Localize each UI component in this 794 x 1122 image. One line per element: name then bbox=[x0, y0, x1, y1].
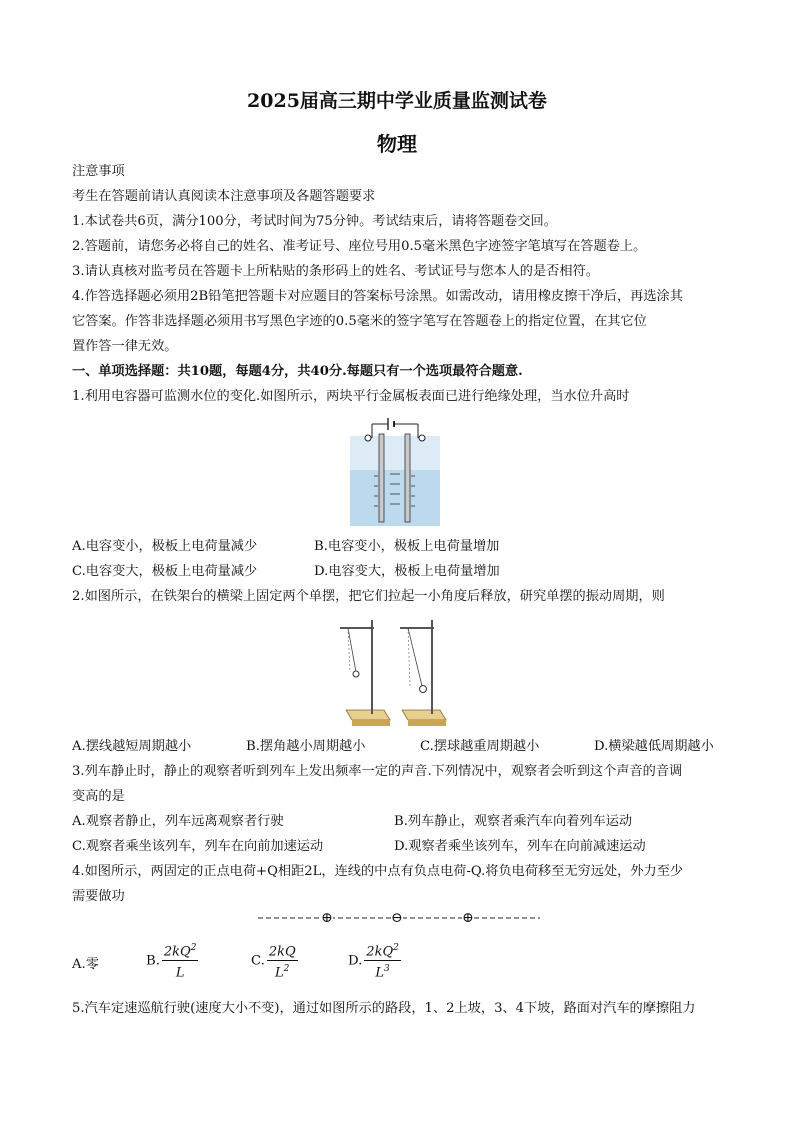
q3-option-c: C.观察者乘坐该列车，列车在向前加速运动 bbox=[72, 839, 324, 854]
q2-stem: 2.如图所示，在铁架台的横梁上固定两个单摆，把它们拉起一小角度后释放，研究单摆的振动周期，则 bbox=[72, 589, 665, 604]
q4-stem-line2: 需要做功 bbox=[72, 889, 125, 904]
capacitor-water-figure bbox=[348, 414, 442, 526]
q3-stem-line2: 变高的是 bbox=[72, 789, 125, 804]
negative-charge-middle: ⊖ bbox=[391, 910, 403, 926]
charge-line-figure bbox=[258, 908, 540, 928]
q4-option-c-den: L bbox=[275, 965, 284, 981]
q4-option-d-fraction bbox=[364, 940, 401, 982]
notice-item-4-end: 置作答一律无效。 bbox=[72, 339, 178, 354]
pendulum-stand-right bbox=[400, 620, 446, 726]
q1-option-b: B.电容变小，极板上电荷量增加 bbox=[314, 539, 500, 554]
section-heading: 一、单项选择题：共10题，每题4分，共40分.每题只有一个选项最符合题意. bbox=[72, 364, 523, 379]
q5-stem: 5.汽车定速巡航行驶(速度大小不变)，通过如图所示的路段，1、2上坡，3、4下坡，路面对汽车的摩擦阻力 bbox=[72, 1001, 696, 1016]
notice-item-4-cont: 它答案。作答非选择题必须用书写黑色字迹的0.5毫米的签字笔写在答题卷上的指定位置，在其它位 bbox=[72, 314, 647, 329]
q4-option-b-den: L bbox=[175, 965, 185, 981]
q1-option-a: A.电容变小，极板上电荷量减少 bbox=[72, 539, 258, 554]
q1-option-c: C.电容变大，极板上电荷量减少 bbox=[72, 564, 258, 579]
q2-option-c: C.摆球越重周期越小 bbox=[420, 739, 540, 754]
q4-option-b-num: 2kQ bbox=[163, 944, 191, 960]
positive-charge-left: ⊕ bbox=[321, 910, 333, 926]
q4-option-b-num-exp: 2 bbox=[190, 943, 197, 953]
notice-item-4: 4.作答选择题必须用2B铅笔把答题卡对应题目的答案标号涂黑。如需改动，请用橡皮擦干净后，再选涂其 bbox=[72, 289, 683, 304]
pendulum-stands-figure bbox=[336, 614, 458, 734]
q4-option-c-num: 2kQ bbox=[268, 944, 296, 960]
q4-option-d bbox=[348, 940, 401, 982]
q4-option-b-label: B. bbox=[146, 953, 160, 969]
q4-option-c-label: C. bbox=[251, 953, 265, 969]
q4-option-d-den-exp: 3 bbox=[384, 964, 390, 975]
q4-option-b-fraction bbox=[162, 940, 199, 982]
notice-item-3: 3.请认真核对监考员在答题卡上所粘贴的条形码上的姓名、考试证号与您本人的是否相符。 bbox=[72, 264, 599, 279]
q4-stem-line1: 4.如图所示，两固定的正点电荷+Q相距2L，连线的中点有负点电荷-Q.将负电荷移至无穷远处，外力至少 bbox=[72, 864, 684, 879]
notice-item-1: 1.本试卷共6页，满分100分，考试时间为75分钟。考试结束后，请将答题卷交回。 bbox=[72, 214, 557, 229]
q4-option-d-num: 2kQ bbox=[366, 944, 394, 960]
q2-option-a: A.摆线越短周期越小 bbox=[72, 739, 192, 754]
q4-option-d-den: L bbox=[375, 965, 385, 981]
q4-option-d-num-exp: 2 bbox=[393, 943, 399, 953]
q4-option-b bbox=[146, 940, 198, 982]
q2-option-d: D.横梁越低周期越小 bbox=[594, 739, 714, 754]
q1-option-d: D.电容变大，极板上电荷量增加 bbox=[314, 564, 500, 579]
notice-item-2: 2.答题前，请您务必将自己的姓名、准考证号、座位号用0.5毫米黑色字迹签字笔填写在答题卷上。 bbox=[72, 239, 647, 254]
notice-intro: 考生在答题前请认真阅读本注意事项及各题答题要求 bbox=[72, 189, 376, 204]
exam-title: 2025届高三期中学业质量监测试卷 bbox=[247, 90, 547, 112]
q3-option-d: D.观察者乘坐该列车，列车在向前减速运动 bbox=[394, 839, 646, 854]
q1-stem: 1.利用电容器可监测水位的变化.如图所示，两块平行金属板表面已进行绝缘处理，当水位升高时 bbox=[72, 389, 630, 404]
q4-option-c bbox=[251, 940, 298, 982]
q3-option-a: A.观察者静止，列车远离观察者行驶 bbox=[72, 814, 284, 829]
q3-stem-line1: 3.列车静止时，静止的观察者听到列车上发出频率一定的声音.下列情况中，观察者会听到这个声音的音调 bbox=[72, 764, 683, 779]
positive-charge-right: ⊕ bbox=[462, 910, 474, 926]
q4-option-c-den-exp: 2 bbox=[283, 964, 290, 975]
q4-option-d-label: D. bbox=[348, 953, 363, 969]
pendulum-stand-left bbox=[340, 620, 390, 726]
q3-option-b: B.列车静止，观察者乘汽车向着列车运动 bbox=[394, 814, 633, 829]
q2-option-b: B.摆角越小周期越小 bbox=[246, 739, 366, 754]
exam-subject: 物理 bbox=[377, 132, 417, 156]
q4-option-a: A.零 bbox=[72, 957, 99, 972]
notice-heading: 注意事项 bbox=[72, 164, 125, 179]
q4-option-c-fraction bbox=[267, 940, 298, 982]
